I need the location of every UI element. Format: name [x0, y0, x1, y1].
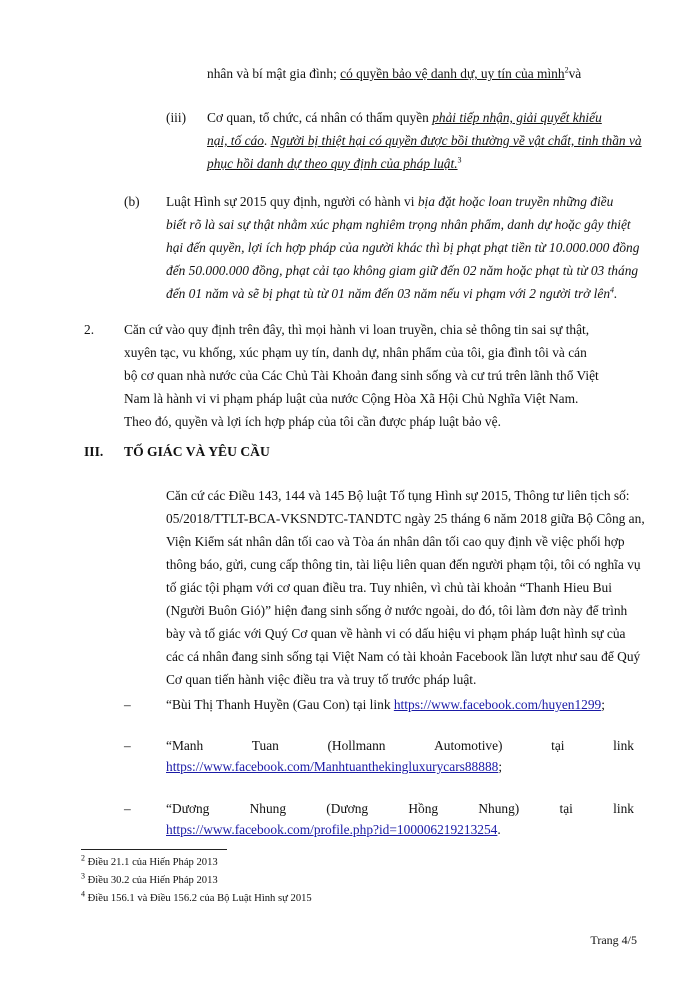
item-iii-line-2 — [207, 133, 642, 149]
emphasis-text: nại, tố cáo — [207, 133, 264, 148]
emphasis-text: phục hồi danh dự theo quy định của pháp luật. — [207, 156, 458, 171]
item-iii-line-3 — [207, 156, 462, 172]
body-line-1: Căn cứ các Điều 143, 144 và 145 Bộ luật Tố tụng Hình sự 2015, Thông tư liên tịch số: — [166, 488, 630, 503]
facebook-link-3[interactable]: https://www.facebook.com/profile.php?id=100006219213254 — [166, 822, 498, 837]
word: Hồng — [408, 801, 439, 816]
body-line-7: bày và tố giác với Quý Cơ quan về hành vi có dấu hiệu vi phạm pháp luật hình sự của — [166, 626, 626, 641]
footnote-text: Điều 30.2 của Hiến Pháp 2013 — [85, 875, 218, 886]
footnote-divider — [81, 849, 227, 850]
word: Nhung) — [478, 801, 520, 816]
item-2-line-2: xuyên tạc, vu khống, xúc phạm uy tín, danh dự, nhân phẩm của tôi, gia đình tôi và cán — [124, 345, 587, 360]
word: link — [613, 738, 634, 753]
body-line-5: tố giác tội phạm với cơ quan điều tra. Tuy nhiên, vì chủ tài khoản “Thanh Hieu Bui — [166, 580, 612, 595]
footnote-4 — [81, 889, 312, 905]
section-title: TỐ GIÁC VÀ YÊU CẦU — [124, 444, 270, 459]
word: link — [613, 801, 634, 816]
body-line-4: thông báo, gửi, cung cấp thông tin, tài liệu liên quan đến người phạm tội, tôi có nghĩa vụ — [166, 557, 641, 572]
footnote-number: 3 — [81, 871, 85, 881]
text-span: . — [614, 286, 618, 301]
word: (Hollmann — [327, 738, 386, 753]
word: “Dương — [166, 801, 210, 816]
facebook-link-1[interactable]: https://www.facebook.com/huyen1299 — [393, 697, 602, 712]
word: Automotive) — [434, 738, 503, 753]
text-span: và — [568, 66, 582, 81]
item-2-marker: 2. — [84, 322, 95, 337]
text-span: đến 01 năm và sẽ bị phạt tù từ 01 năm đến 03 năm nếu vi phạm với 2 người trở lên — [166, 286, 611, 301]
word: tại — [551, 738, 565, 753]
footnote-ref: 2 — [564, 65, 569, 75]
footnote-3 — [81, 871, 218, 887]
footnote-text: Điều 21.1 của Hiến Pháp 2013 — [85, 857, 218, 868]
bullet-2-line-1 — [166, 738, 634, 754]
item-2-line-5: Theo đó, quyền và lợi ích hợp pháp của tôi cần được pháp luật bảo vệ. — [124, 414, 501, 429]
body-line-3: Viện Kiểm sát nhân dân tối cao và Tòa án nhân dân tối cao quy định về việc phối hợp — [166, 534, 625, 549]
text-span: . — [497, 822, 501, 837]
body-line-2: 05/2018/TTLT-BCA-VKSNDTC-TANDTC ngày 25 tháng 6 năm 2018 giữa Bộ Công an, — [166, 511, 645, 526]
item-2-line-3: bộ cơ quan nhà nước của Các Chủ Tài Khoản đang sinh sống và cư trú trên lãnh thổ Việt — [124, 368, 599, 383]
word: Nhung — [249, 801, 287, 816]
text-span: “Bùi Thị Thanh Huyền (Gau Con) tại link — [166, 697, 394, 712]
item-iii-marker: (iii) — [166, 110, 187, 125]
bullet-dash: – — [124, 697, 131, 712]
item-b-line-2: biết rõ là sai sự thật nhằm xúc phạm nghiêm trọng nhân phẩm, danh dự hoặc gây thiệt — [166, 217, 631, 232]
item-b-line-5 — [166, 286, 617, 302]
word: “Manh — [166, 738, 204, 753]
word: (Dương — [326, 801, 369, 816]
word: tại — [559, 801, 573, 816]
emphasis-text: Người bị thiệt hại có quyền được bồi thường về vật chất, tinh thần và — [270, 133, 642, 148]
word: Tuan — [251, 738, 279, 753]
body-line-8: các cá nhân đang sinh sống tại Việt Nam có tài khoản Facebook lần lượt như sau để Quý — [166, 649, 641, 664]
facebook-link-2[interactable]: https://www.facebook.com/Manhtuanthekingluxurycars88888 — [166, 759, 499, 774]
bullet-3-line-1 — [166, 801, 634, 817]
footnote-ref: 4 — [610, 285, 615, 295]
bullet-dash: – — [124, 738, 131, 753]
item-b-marker: (b) — [124, 194, 140, 209]
item-iii-line-1 — [207, 110, 634, 126]
emphasis-text: bịa đặt hoặc loan truyền những điều — [417, 194, 614, 209]
footnote-2 — [81, 853, 218, 869]
top-line-1 — [207, 66, 581, 82]
text-span: ; — [601, 697, 605, 712]
emphasis-text: phải tiếp nhận, giải quyết khiếu — [432, 110, 602, 125]
footnote-number: 4 — [81, 889, 85, 899]
item-b-line-3: hại đến quyền, lợi ích hợp pháp của người khác thì bị phạt phạt tiền từ 10.000.000 đồng — [166, 240, 640, 255]
text-span: nhân và bí mật gia đình; — [207, 66, 341, 81]
text-span: ; — [498, 759, 503, 774]
item-b-line-1 — [166, 194, 613, 210]
text-span: . — [263, 133, 271, 148]
footnote-ref: 3 — [457, 155, 462, 165]
text-span: Luật Hình sự 2015 quy định, người có hành vi — [166, 194, 418, 209]
page-number: Trang 4/5 — [590, 933, 637, 947]
body-line-9: Cơ quan tiến hành việc điều tra và truy tố trước pháp luật. — [166, 672, 477, 687]
text-span: Cơ quan, tổ chức, cá nhân có thẩm quyền — [207, 110, 433, 125]
item-b-line-4: đến 50.000.000 đồng, phạt cải tạo không giam giữ đến 02 năm hoặc phạt tù từ 03 tháng — [166, 263, 639, 278]
bullet-1 — [166, 697, 605, 713]
footnote-number: 2 — [81, 853, 85, 863]
footnote-text: Điều 156.1 và Điều 156.2 của Bộ Luật Hình sự 2015 — [85, 893, 312, 904]
bullet-2-line-2 — [166, 759, 502, 775]
section-number: III. — [84, 444, 104, 459]
bullet-dash: – — [124, 801, 131, 816]
item-2-line-1: Căn cứ vào quy định trên đây, thì mọi hành vi loan truyền, chia sẻ thông tin sai sự thật, — [124, 322, 590, 337]
bullet-3-line-2 — [166, 822, 501, 838]
underlined-text: có quyền bảo vệ danh dự, uy tín của mình — [340, 66, 565, 81]
body-line-6: (Người Buôn Gió)” hiện đang sinh sống ở nước ngoài, do đó, tôi làm đơn này để trình — [166, 603, 628, 618]
item-2-line-4: Nam là hành vi vi phạm pháp luật của nước Cộng Hòa Xã Hội Chủ Nghĩa Việt Nam. — [124, 391, 579, 406]
